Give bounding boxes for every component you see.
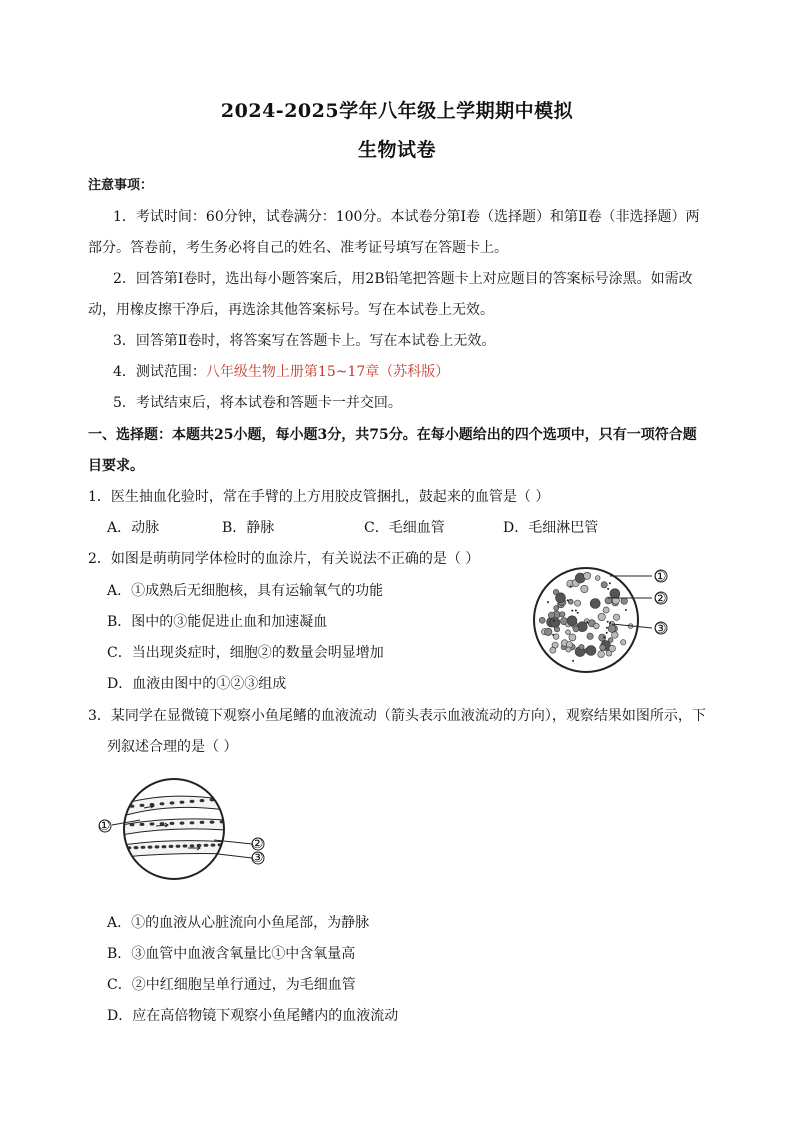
white-blood-cell xyxy=(550,618,560,628)
q3-option-c: C．②中红细胞呈单行通过，为毛细血管 xyxy=(107,977,356,993)
vessel-red-cell xyxy=(170,822,175,825)
vessel-red-cell xyxy=(204,844,209,847)
vessel-red-cell xyxy=(130,823,135,826)
q2-figure-label-3: ③ xyxy=(654,621,667,637)
red-blood-cell xyxy=(560,612,565,617)
vessel-red-cell xyxy=(148,846,153,849)
vessel-red-cell xyxy=(210,821,215,824)
platelet xyxy=(607,588,609,590)
red-blood-cell xyxy=(569,634,576,641)
vessel-red-cell xyxy=(170,801,175,804)
white-blood-cell xyxy=(567,616,577,626)
red-blood-cell xyxy=(573,626,579,632)
vessel-red-cell xyxy=(169,845,174,848)
platelet xyxy=(586,621,588,623)
vessel-red-cell xyxy=(200,821,205,824)
notice-item-2-line-1: 2．回答第Ⅰ卷时，选出每小题答案后，用2B铅笔把答题卡上对应题目的答案标号涂黑。如需改 xyxy=(113,271,693,287)
white-blood-cell xyxy=(556,593,566,603)
red-blood-cell xyxy=(612,632,619,639)
white-blood-cell xyxy=(586,646,596,656)
q3-option-d: D．应在高倍物镜下观察小鱼尾鳍内的血液流动 xyxy=(107,1008,399,1024)
red-blood-cell xyxy=(553,634,559,640)
white-blood-cell xyxy=(590,599,600,609)
vessel-red-cell xyxy=(160,822,165,825)
platelet xyxy=(609,622,611,624)
vessel-red-cell xyxy=(200,799,205,802)
fish-tail-vessels-figure xyxy=(96,776,276,886)
q2-option-b: B．图中的③能促进止血和加速凝血 xyxy=(107,614,328,630)
vessel-red-cell xyxy=(190,844,195,847)
q3-figure-label-2: ② xyxy=(251,836,264,852)
q2-stem: 2．如图是萌萌同学体检时的血涂片，有关说法不正确的是（ ） xyxy=(88,551,480,567)
vessel-red-cell xyxy=(150,822,155,825)
q1-option-c: C．毛细血管 xyxy=(364,520,445,536)
vessel-red-cell xyxy=(183,844,188,847)
red-blood-cell xyxy=(598,613,605,620)
red-blood-cell xyxy=(579,644,584,649)
platelet xyxy=(572,660,574,662)
vessel-red-cell xyxy=(190,821,195,824)
q3-figure-label-1: ① xyxy=(98,818,111,834)
exam-title: 2024-2025学年八年级上学期期中模拟 xyxy=(220,100,574,122)
q3-stem-line-2: 列叙述合理的是（ ） xyxy=(107,739,238,755)
red-blood-cell xyxy=(621,598,628,605)
red-blood-cell xyxy=(594,623,600,629)
platelet xyxy=(553,620,555,622)
red-blood-cell xyxy=(603,607,609,613)
notice-item-4 xyxy=(113,362,449,382)
vessel-red-cell xyxy=(141,846,146,849)
platelet xyxy=(607,621,609,623)
platelet xyxy=(606,627,608,629)
notice-item-4-scope: 八年级生物上册第15~17章（苏科版） xyxy=(205,364,450,380)
red-blood-cell xyxy=(587,633,593,639)
section-1-heading: 一、选择题：本题共25小题，每小题3分，共75分。在每小题给出的四个选项中，只有一项符合题 xyxy=(88,427,697,443)
q1-option-a: A．动脉 xyxy=(107,520,160,536)
platelet xyxy=(575,610,577,612)
platelet xyxy=(570,585,572,587)
platelet xyxy=(567,599,569,601)
vessel-red-cell xyxy=(140,804,145,807)
vessel-red-cell xyxy=(176,845,181,848)
red-blood-cell xyxy=(595,576,600,581)
q3-option-b: B．③血管中血液含氧量比①中含氧量高 xyxy=(107,946,356,962)
red-blood-cell xyxy=(621,640,626,645)
platelet xyxy=(571,610,573,612)
vessel-red-cell xyxy=(162,845,167,848)
red-blood-cell xyxy=(609,645,616,652)
red-blood-cell xyxy=(581,585,588,592)
vessel-red-cell xyxy=(211,844,216,847)
q3-stem-line-1: 3．某同学在显微镜下观察小鱼尾鳍的血液流动（箭头表示血液流动的方向），观察结果如图所示，下 xyxy=(88,708,706,724)
notice-item-2-line-2: 动，用橡皮擦干净后，再选涂其他答案标号。写在本试卷上无效。 xyxy=(88,302,494,318)
q2-option-c: C．当出现炎症时，细胞②的数量会明显增加 xyxy=(107,645,384,661)
notice-item-4-prefix: 4．测试范围： xyxy=(113,364,206,380)
red-blood-cell xyxy=(584,572,591,579)
vessel-red-cell xyxy=(180,801,185,804)
red-blood-cell xyxy=(598,651,605,658)
notice-item-3: 3．回答第Ⅱ卷时，将答案写在答题卡上。写在本试卷上无效。 xyxy=(113,333,496,349)
red-blood-cell xyxy=(575,600,581,606)
red-blood-cell xyxy=(566,630,571,635)
red-blood-cell xyxy=(550,647,556,653)
q2-option-d: D．血液由图中的①②③组成 xyxy=(107,676,287,692)
platelet xyxy=(625,609,627,611)
vessel-red-cell xyxy=(190,800,195,803)
red-blood-cell xyxy=(613,614,619,620)
platelet xyxy=(547,601,549,603)
platelet xyxy=(577,612,579,614)
q3-figure-label-3: ③ xyxy=(251,850,264,866)
red-blood-cell xyxy=(568,599,573,604)
q1-stem: 1．医生抽血化验时，常在手臂的上方用胶皮管捆扎，鼓起来的血管是（ ） xyxy=(88,489,550,505)
red-blood-cell xyxy=(539,617,545,623)
q2-figure-label-2: ② xyxy=(654,591,667,607)
q3-option-a: A．①的血液从心脏流向小鱼尾部，为静脉 xyxy=(107,915,370,931)
vessel-red-cell xyxy=(120,846,125,849)
q2-figure-label-1: ① xyxy=(654,569,667,585)
vessel-red-cell xyxy=(180,822,185,825)
platelet xyxy=(552,634,554,636)
vessel-red-cell xyxy=(134,846,139,849)
notice-item-5: 5．考试结束后，将本试卷和答题卡一并交回。 xyxy=(113,395,402,411)
red-blood-cell xyxy=(600,644,606,650)
red-blood-cell xyxy=(608,638,613,643)
vessel-red-cell xyxy=(220,797,225,800)
q2-option-a: A．①成熟后无细胞核，具有运输氧气的功能 xyxy=(107,583,384,599)
vessel-red-cell xyxy=(160,802,165,805)
q1-option-d: D．毛细淋巴管 xyxy=(503,520,599,536)
platelet xyxy=(603,636,605,638)
vessel-red-cell xyxy=(120,805,125,808)
vessel-red-cell xyxy=(155,845,160,848)
notice-item-1-line-2: 部分。答卷前，考生务必将自己的姓名、准考证号填写在答题卡上。 xyxy=(88,240,508,256)
platelet xyxy=(606,632,608,634)
exam-subject: 生物试卷 xyxy=(357,139,436,161)
vessel-red-cell xyxy=(140,823,145,826)
notice-heading: 注意事项： xyxy=(88,178,154,193)
platelet xyxy=(609,582,611,584)
notice-item-1-line-1: 1．考试时间：60分钟，试卷满分：100分。本试卷分第Ⅰ卷（选择题）和第Ⅱ卷（非选择题）两 xyxy=(113,209,700,225)
red-blood-cell xyxy=(601,582,607,588)
red-blood-cell xyxy=(566,647,571,652)
red-blood-cell xyxy=(545,628,552,635)
section-1-heading-cont: 目要求。 xyxy=(88,458,144,474)
red-blood-cell xyxy=(608,625,616,633)
red-blood-cell xyxy=(554,606,559,611)
q1-option-b: B．静脉 xyxy=(222,520,275,536)
